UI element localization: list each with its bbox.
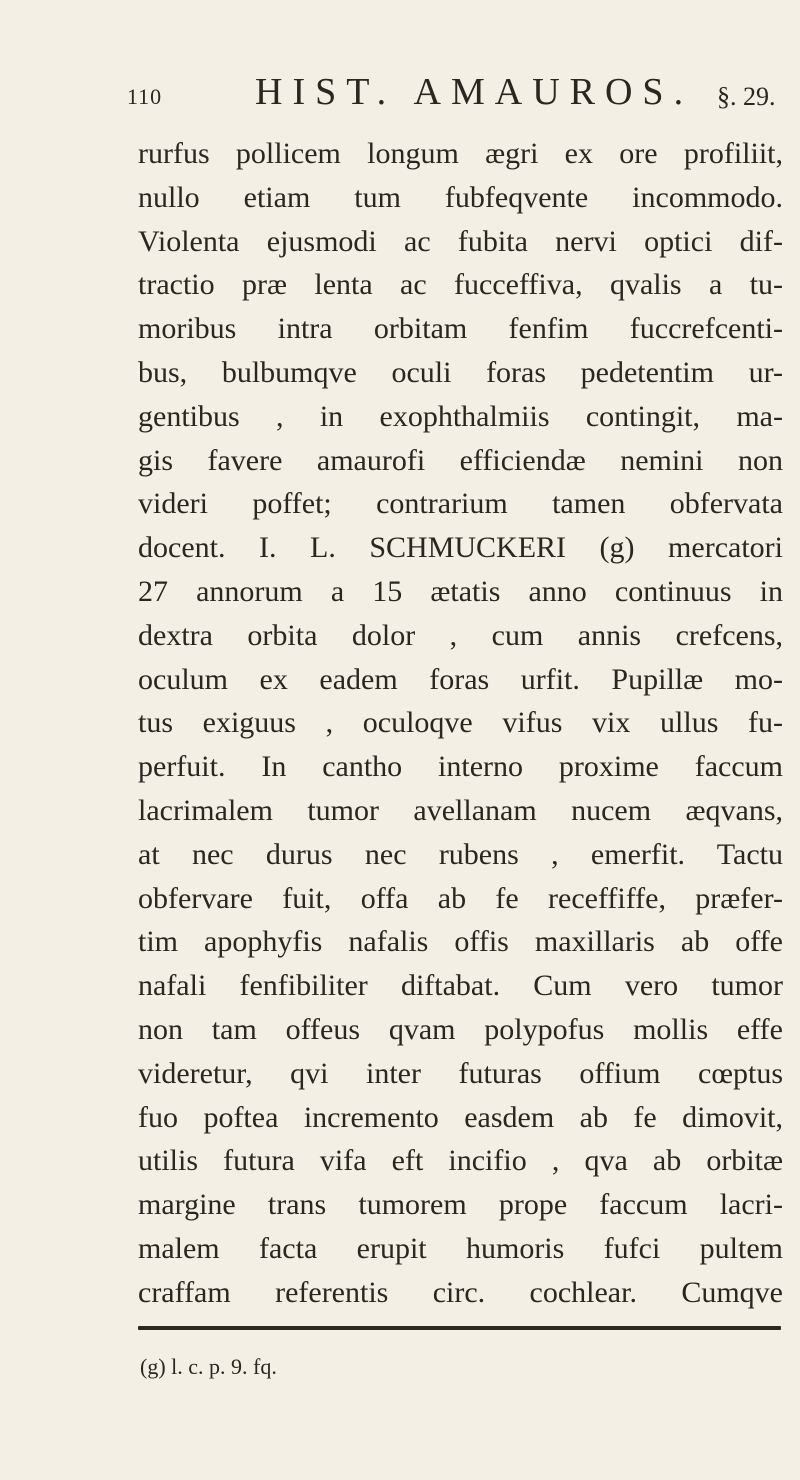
body-text [138,132,783,1315]
text-line: tractio præ lenta ac fucceffiva, qvalis a tu- [138,268,783,302]
footnote: (g) l. c. p. 9. fq. [140,1354,277,1379]
footnote-rule [138,1326,781,1330]
text-line: nullo etiam tum fubfeqvente incommodo. [138,180,783,214]
text-line: craffam referentis circ. cochlear. Cumqve [138,1275,783,1309]
text-line: Violenta ejusmodi ac fubita nervi optici dif- [138,224,783,258]
text-line: lacrimalem tumor avellanam nucem æqvans, [138,793,783,827]
text-line: videretur, qvi inter futuras offium cœptus [138,1056,783,1090]
section-number: §. 29. [717,82,776,111]
text-line: margine trans tumorem prope faccum lacri- [138,1188,783,1222]
text-line: utilis futura vifa eft incifio , qva ab orbitæ [138,1144,783,1178]
text-line: fuo poftea incremento easdem ab fe dimovit, [138,1100,783,1134]
text-line: 27 annorum a 15 ætatis anno continuus in [138,574,783,608]
text-line: gis favere amaurofi efficiendæ nemini non [138,443,783,477]
text-line: oculum ex eadem foras urfit. Pupillæ mo- [138,662,783,696]
text-line: gentibus , in exophthalmiis contingit, ma- [138,399,783,433]
text-line: at nec durus nec rubens , emerfit. Tactu [138,837,783,871]
text-line: rurfus pollicem longum ægri ex ore profiliit, [138,137,783,170]
text-line: nafali fenfibiliter diftabat. Cum vero tumor [138,969,783,1003]
text-line: tus exiguus , oculoqve vifus vix ullus fu- [138,706,783,740]
text-line: docent. I. L. SCHMUCKERI (g) mercatori [138,531,783,565]
text-line: moribus intra orbitam fenfim fuccrefcenti- [138,312,783,346]
text-line: videri poffet; contrarium tamen obfervata [138,487,783,521]
text-line: obfervare fuit, offa ab fe receffiffe, præfer- [138,881,783,915]
page-number: 110 [127,84,163,109]
running-head: HIST. AMAUROS. [255,71,694,113]
text-line: malem facta erupit humoris fufci pultem [138,1231,783,1265]
text-line: dextra orbita dolor , cum annis crefcens, [138,618,783,652]
page-header [127,70,797,120]
text-line: bus, bulbumqve oculi foras pedetentim ur- [138,355,783,389]
text-line: perfuit. In cantho interno proxime faccum [138,750,783,784]
text-line: non tam offeus qvam polypofus mollis effe [138,1012,783,1046]
text-line: tim apophyfis nafalis offis maxillaris ab offe [138,925,783,959]
